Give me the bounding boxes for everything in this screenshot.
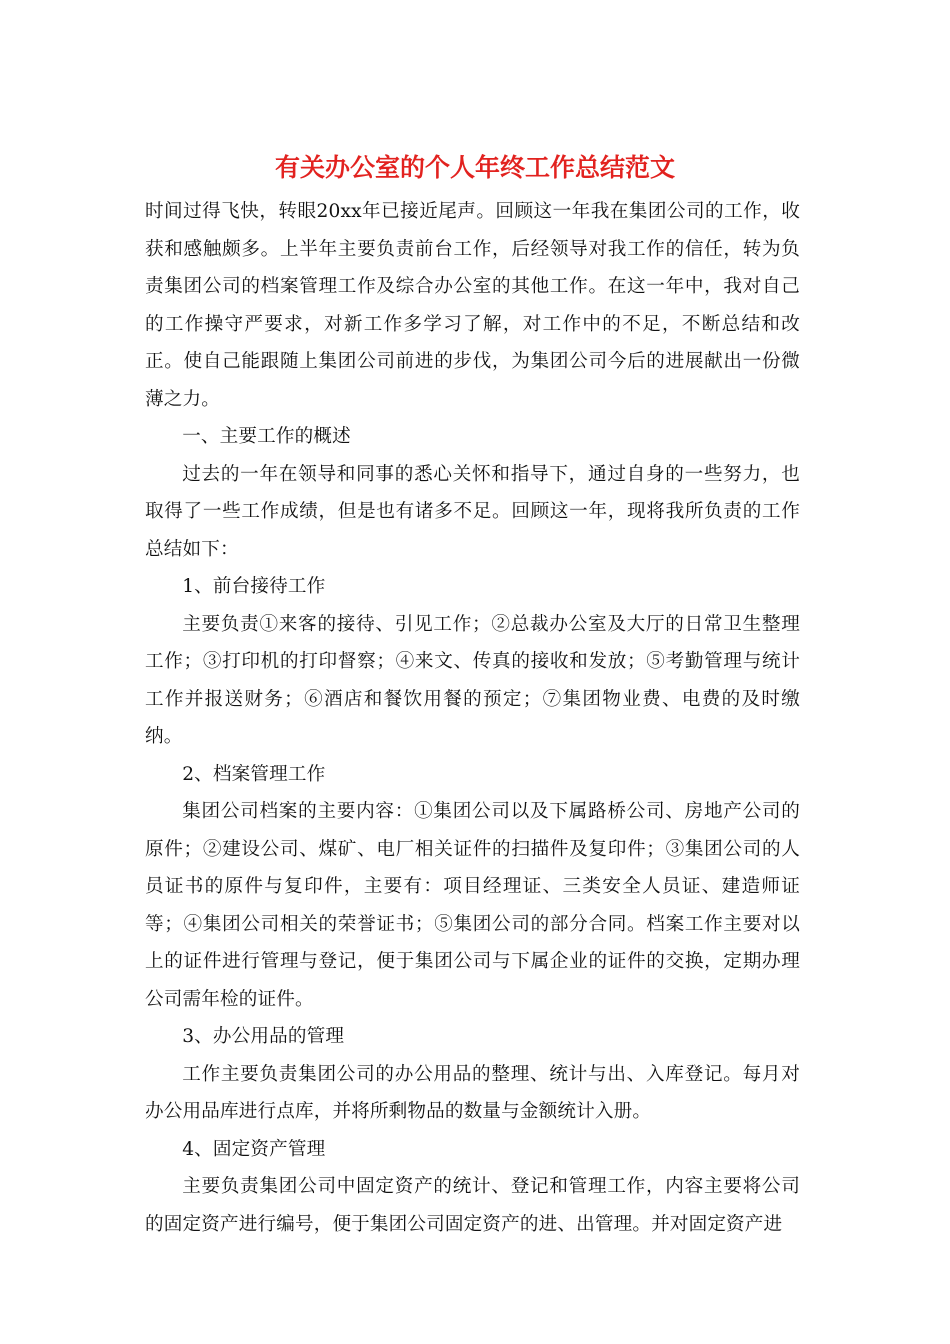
paragraph-intro: 时间过得飞快，转眼20xx年已接近尾声。回顾这一年我在集团公司的工作，收获和感触颇多。上半年主要负责前台工作，后经领导对我工作的信任，转为负责集团公司的档案管理工作及综合办公室的其他工作。在这一年中，我对自己的工作操守严要求，对新工作多学习了解，对工作中的不足，不断总结和改正。使自己能跟随上集团公司前进的步伐，为集团公司今后的进展献出一份微薄之力。 xyxy=(145,201,800,410)
subheading-office-supplies: 3、办公用品的管理 xyxy=(182,1026,345,1047)
subheading-archives: 2、档案管理工作 xyxy=(182,763,326,785)
paragraph-overview: 过去的一年在领导和同事的悉心关怀和指导下，通过自身的一些努力，也取得了一些工作成绩，但是也有诸多不足。回顾这一年，现将我所负责的工作总结如下： xyxy=(145,463,800,560)
document-body xyxy=(145,193,800,1243)
document-title: 有关办公室的个人年终工作总结范文 xyxy=(274,153,675,182)
paragraph-reception: 主要负责①来客的接待、引见工作；②总裁办公室及大厅的日常卫生整理工作；③打印机的打印督察；④来文、传真的接收和发放；⑤考勤管理与统计工作并报送财务；⑥酒店和餐饮用餐的预定；⑦集团物业费、电费的及时缴纳。 xyxy=(145,613,800,747)
subheading-fixed-assets: 4、固定资产管理 xyxy=(182,1138,326,1160)
paragraph-archives: 集团公司档案的主要内容：①集团公司以及下属路桥公司、房地产公司的原件；②建设公司、煤矿、电厂相关证件的扫描件及复印件；③集团公司的人员证书的原件与复印件，主要有：项目经理证、三类安全人员证、建造师证等；④集团公司相关的荣誉证书；⑤集团公司的部分合同。档案工作主要对以上的证件进行管理与登记，便于集团公司与下属企业的证件的交换，定期办理公司需年检的证件。 xyxy=(145,801,800,1010)
paragraph-fixed-assets: 主要负责集团公司中固定资产的统计、登记和管理工作，内容主要将公司的固定资产进行编号，便于集团公司固定资产的进、出管理。并对固定资产进 xyxy=(145,1176,800,1235)
subheading-reception: 1、前台接待工作 xyxy=(182,576,326,597)
paragraph-office-supplies: 工作主要负责集团公司的办公用品的整理、统计与出、入库登记。每月对办公用品库进行点库，并将所剩物品的数量与金额统计入册。 xyxy=(145,1063,800,1122)
section-heading-overview: 一、主要工作的概述 xyxy=(182,426,351,447)
